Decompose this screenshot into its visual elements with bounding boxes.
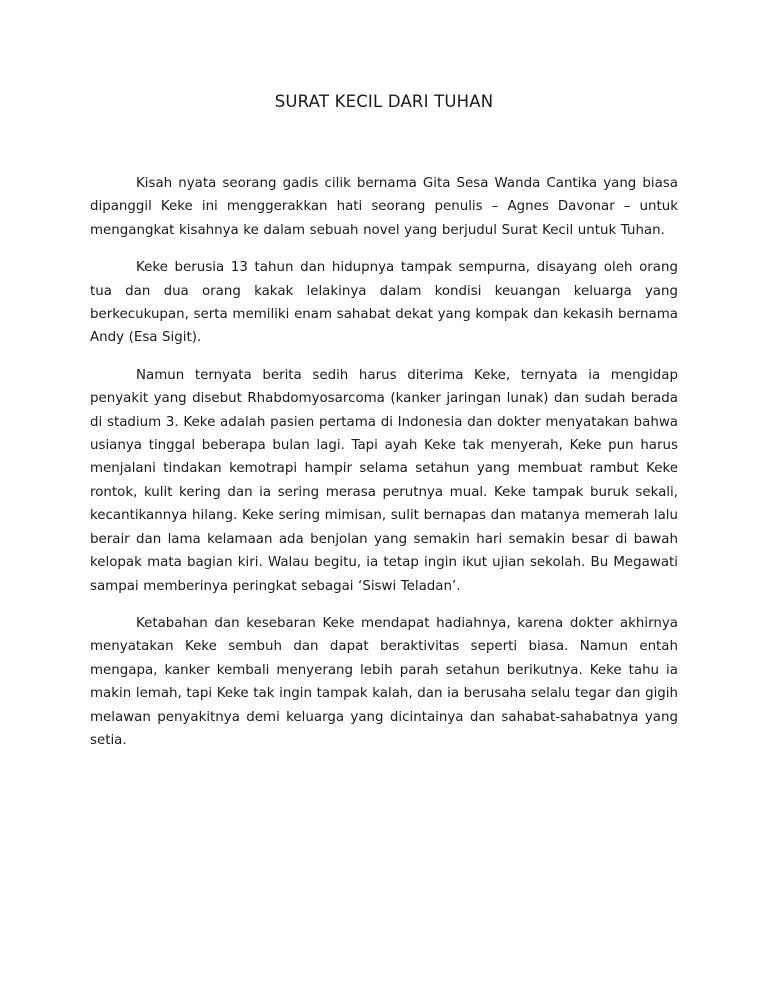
document-title: SURAT KECIL DARI TUHAN [274,92,494,111]
paragraph-3: Namun ternyata berita sedih harus diterima Keke, ternyata ia mengidap penyakit yang disebut Rhabdomyosarcoma (kanker jaringan lunak) dan sudah berada di stadium 3. Keke adalah pasien pertama di Indonesia dan dokter menyatakan bahwa usianya tinggal beberapa bulan lagi. Tapi ayah Keke tak menyerah, Keke pun harus menjalani tindakan kemotrapi hampir selama setahun yang membuat rambut Keke rontok, kulit kering dan ia sering merasa perutnya mual. Keke tampak buruk sekali, kecantikannya hilang. Keke sering mimisan, sulit bernapas dan matanya memerah lalu berair dan lama kelamaan ada benjolan yang semakin hari semakin besar di bawah kelopak mata bagian kiri. Walau begitu, ia tetap ingin ikut ujian sekolah. Bu Megawati sampai memberinya peringkat sebagai ‘Siswi Teladan’. [90,367,678,594]
paragraph-1: Kisah nyata seorang gadis cilik bernama Gita Sesa Wanda Cantika yang biasa dipanggil Keke ini menggerakkan hati seorang penulis – Agnes Davonar – untuk mengangkat kisahnya ke dalam sebuah novel yang berjudul Surat Kecil untuk Tuhan. [90,176,678,238]
paragraph-2: Keke berusia 13 tahun dan hidupnya tampak sempurna, disayang oleh orang tua dan dua orang kakak lelakinya dalam kondisi keuangan keluarga yang berkecukupan, serta memiliki enam sahabat dekat yang kompak dan kekasih bernama Andy (Esa Sigit). [90,260,678,346]
paragraph-4: Ketabahan dan kesebaran Keke mendapat hadiahnya, karena dokter akhirnya menyatakan Keke sembuh dan dapat beraktivitas seperti biasa. Namun entah mengapa, kanker kembali menyerang lebih parah setahun berikutnya. Keke tahu ia makin lemah, tapi Keke tak ingin tampak kalah, dan ia berusaha selalu tegar dan gigih melawan penyakitnya demi keluarga yang dicintainya dan sahabat-sahabatnya yang setia. [90,615,678,748]
document-body [90,172,678,766]
